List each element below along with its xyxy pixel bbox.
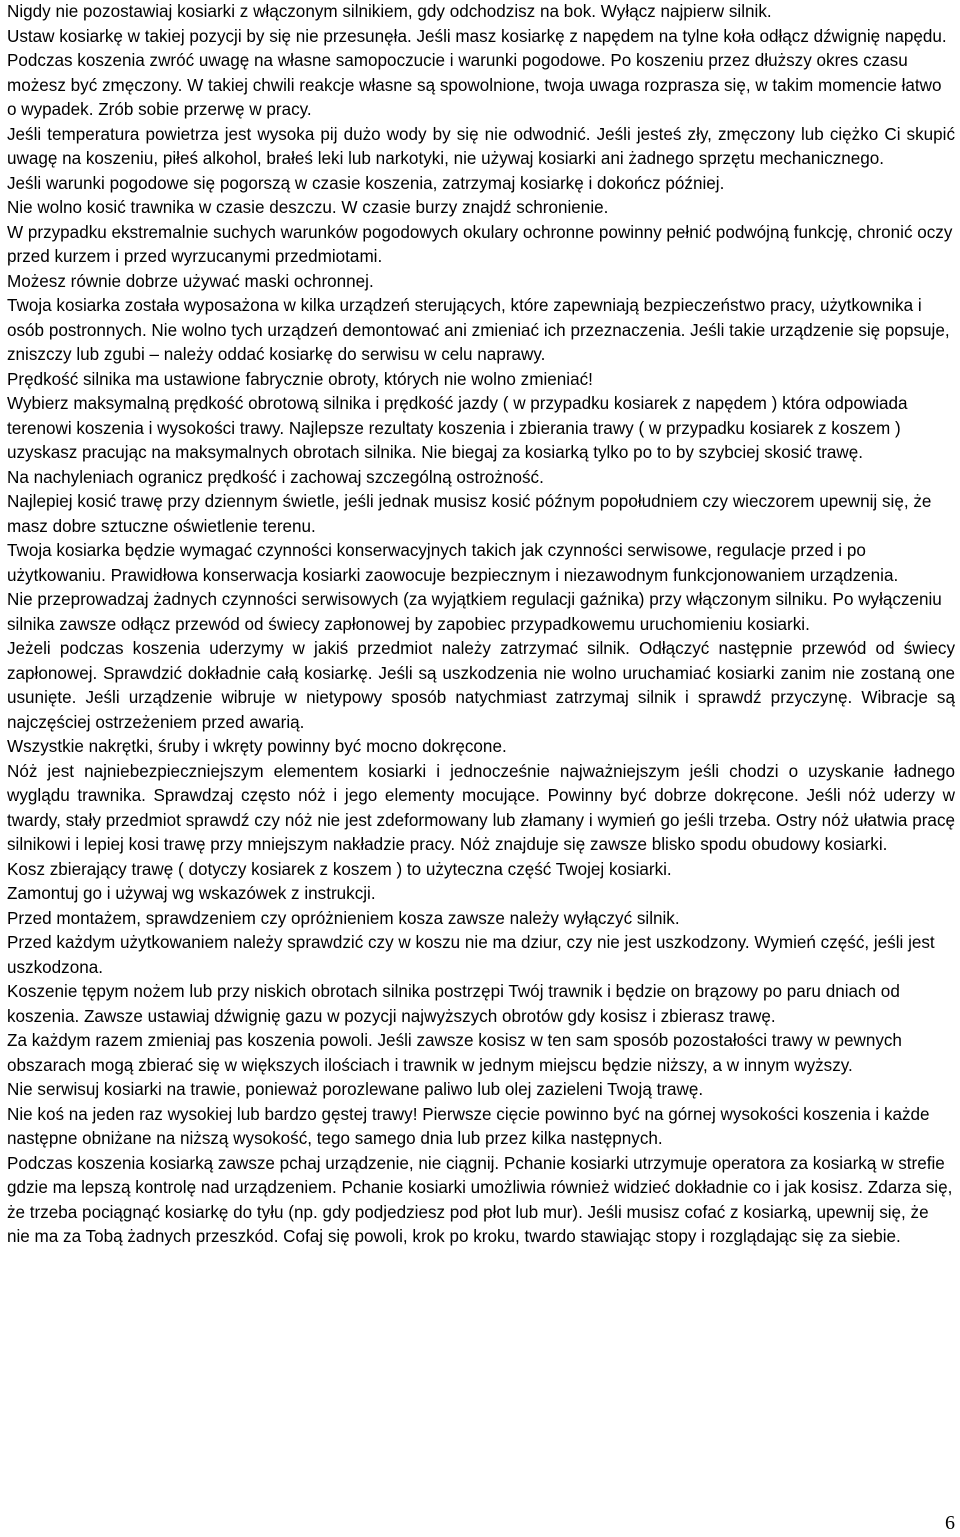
paragraph: Nie koś na jeden raz wysokiej lub bardzo gęstej trawy! Pierwsze cięcie powinno być na górnej wysokości koszenia i każde następne obniżane na niższą wysokość, tego samego dnia lub przez kilka następnych. [7, 1104, 930, 1148]
paragraph: Kosz zbierający trawę ( dotyczy kosiarek z koszem ) to użyteczna część Twojej kosiarki. [7, 859, 672, 879]
paragraph: Jeżeli podczas koszenia uderzymy w jakiś przedmiot należy zatrzymać silnik. Odłączyć następnie przewód od świecy zapłonowej. Sprawdzić dokładnie całą kosiarkę. Jeśli są uszkodzenia nie wolno uruchamiać kosiarki zanim nie zostaną one usunięte. Jeśli urządzenie wibruje w nietypowy sposób natychmiast zatrzymaj silnik i sprawdź przyczynę. Wibracje są najczęściej ostrzeżeniem przed awarią. [7, 639, 955, 732]
paragraph: Przed każdym użytkowaniem należy sprawdzić czy w koszu nie ma dziur, czy nie jest uszkodzony. Wymień część, jeśli jest uszkodzona. [7, 933, 935, 977]
paragraph: Nie przeprowadzaj żadnych czynności serwisowych (za wyjątkiem regulacji gaźnika) przy włączonym silniku. Po wyłączeniu silnika zawsze odłącz przewód od świecy zapłonowej by zapobiec przypadkowemu uruchomieniu kosiarki. [7, 590, 942, 634]
paragraph: Nie wolno kosić trawnika w czasie deszczu. W czasie burzy znajdź schronienie. [7, 198, 609, 217]
document-body [7, 0, 955, 1250]
paragraph: Najlepiej kosić trawę przy dziennym świetle, jeśli jednak musisz kosić późnym popołudniem czy wieczorem upewnij się, że masz dobre sztuczne oświetlenie terenu. [7, 492, 932, 536]
paragraph: Podczas koszenia kosiarką zawsze pchaj urządzenie, nie ciągnij. Pchanie kosiarki utrzymuje operatora za kosiarką w strefie gdzie ma lepszą kontrolę nad urządzeniem. Pchanie kosiarki umożliwia również widzieć dokładnie co i jak kosisz. Zdarza się, że trzeba pociągnąć kosiarkę do tyłu (np. gdy podjedziesz pod płot lub mur). Jeśli musisz cofać z kosiarką, upewnij się, że nie ma za Tobą żadnych przeszkód. Cofaj się powoli, krok po kroku, twardo stawiając stopy i rozglądając się za siebie. [7, 1153, 953, 1246]
paragraph: Nigdy nie pozostawiaj kosiarki z włączonym silnikiem, gdy odchodzisz na bok. Wyłącz najpierw silnik. [7, 2, 772, 21]
paragraph: Za każdym razem zmieniaj pas koszenia powoli. Jeśli zawsze kosisz w ten sam sposób pozostałości trawy w pewnych obszarach mogą zbierać się w większych ilościach i trawnik w jednym miejscu będzie niższy, a w innym wyższy. [7, 1031, 902, 1075]
page-number: 6 [945, 1512, 955, 1534]
paragraph: Jeśli warunki pogodowe się pogorszą w czasie koszenia, zatrzymaj kosiarkę i dokończ później. [7, 173, 725, 193]
paragraph: Wybierz maksymalną prędkość obrotową silnika i prędkość jazdy ( w przypadku kosiarek z napędem ) która odpowiada terenowi koszenia i wysokości trawy. Najlepsze rezultaty koszenia i zbierania trawy ( w przypadku kosiarek z koszem ) uzyskasz pracując na maksymalnych obrotach silnika. Nie biegaj za kosiarką tylko po to by szybciej skosić trawę. [7, 394, 908, 462]
paragraph: W przypadku ekstremalnie suchych warunków pogodowych okulary ochronne powinny pełnić podwójną funkcję, chronić oczy przed kurzem i przed wyrzucanymi przedmiotami. [7, 222, 953, 266]
paragraph: Ustaw kosiarkę w takiej pozycji by się nie przesunęła. Jeśli masz kosiarkę z napędem na tylne koła odłącz dźwignię napędu. [7, 26, 947, 46]
paragraph: Na nachyleniach ogranicz prędkość i zachowaj szczególną ostrożność. [7, 467, 544, 487]
paragraph: Jeśli temperatura powietrza jest wysoka pij dużo wody by się nie odwodnić. Jeśli jesteś zły, zmęczony lub ciężko Ci skupić uwagę na koszeniu, piłeś alkohol, brałeś leki lub narkotyki, nie używaj kosiarki ani żadnego sprzętu mechanicznego. [7, 124, 955, 168]
paragraph: Nóż jest najniebezpieczniejszym elementem kosiarki i jednocześnie najważniejszym jeśli chodzi o uzyskanie ładnego wyglądu trawnika. Sprawdzaj często nóż i jego elementy mocujące. Powinny być dobrze dokręcone. Jeśli nóż uderzy w twardy, stały przedmiot sprawdź czy nóż nie jest zdeformowany lub złamany i wymień go jeśli trzeba. Ostry nóż ułatwia pracę silnikowi i lepiej kosi trawę przy mniejszym nakładzie pracy. Nóż znajduje się zawsze blisko spodu obudowy kosiarki. [7, 761, 955, 854]
paragraph: Twoja kosiarka będzie wymagać czynności konserwacyjnych takich jak czynności serwisowe, regulacje przed i po użytkowaniu. Prawidłowa konserwacja kosiarki zaowocuje bezpiecznym i niezawodnym funkcjonowaniem urządzenia. [7, 541, 899, 585]
paragraph: Prędkość silnika ma ustawione fabrycznie obroty, których nie wolno zmieniać! [7, 369, 593, 389]
paragraph: Przed montażem, sprawdzeniem czy opróżnieniem kosza zawsze należy wyłączyć silnik. [7, 908, 680, 928]
paragraph: Koszenie tępym nożem lub przy niskich obrotach silnika postrzępi Twój trawnik i będzie on brązowy po paru dniach od koszenia. Zawsze ustawiaj dźwignię gazu w pozycji najwyższych obrotów gdy kosisz i zbierasz trawę. [7, 982, 900, 1026]
paragraph: Nie serwisuj kosiarki na trawie, ponieważ porozlewane paliwo lub olej zazieleni Twoją trawę. [7, 1080, 704, 1099]
paragraph: Wszystkie nakrętki, śruby i wkręty powinny być mocno dokręcone. [7, 737, 507, 756]
paragraph: Twoja kosiarka została wyposażona w kilka urządzeń sterujących, które zapewniają bezpieczeństwo pracy, użytkownika i osób postronnych. Nie wolno tych urządzeń demontować ani zmieniać ich przeznaczenia. Jeśli takie urządzenie się popsuje, zniszczy lub zgubi – należy oddać kosiarkę do serwisu w celu naprawy. [7, 296, 950, 364]
paragraph: Możesz równie dobrze używać maski ochronnej. [7, 271, 374, 291]
paragraph: Podczas koszenia zwróć uwagę na własne samopoczucie i warunki pogodowe. Po koszeniu przez dłuższy okres czasu możesz być zmęczony. W takiej chwili reakcje własne są spowolnione, twoja uwaga rozprasza się, w takim momencie łatwo o wypadek. Zrób sobie przerwę w pracy. [7, 51, 942, 119]
paragraph: Zamontuj go i używaj wg wskazówek z instrukcji. [7, 884, 376, 903]
